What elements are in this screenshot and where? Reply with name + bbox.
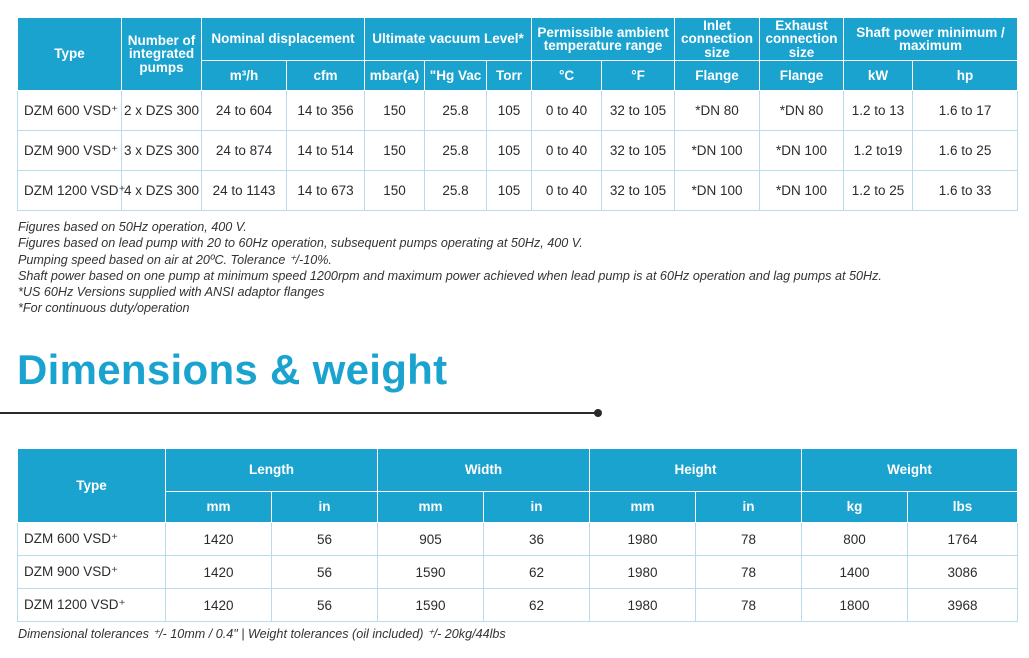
table-row — [18, 91, 1018, 131]
header-temperature-range: Permissible ambient temperature range — [532, 18, 675, 61]
cell-weight-kg: 1800 — [802, 589, 908, 622]
cell-mbar: 150 — [365, 131, 425, 171]
tolerances-note: Dimensional tolerances ⁺/- 10mm / 0.4" | Weight tolerances (oil included) ⁺/- 20kg/44lbs — [18, 627, 506, 641]
table-row — [18, 131, 1018, 171]
cell-pumps: 4 x DZS 300 — [122, 171, 202, 211]
section-title: Dimensions & weight — [17, 346, 448, 393]
unit-header: lbs — [908, 492, 1018, 523]
unit-header: mm — [590, 492, 696, 523]
unit-header: kW — [844, 61, 913, 91]
cell-hg-vac: 25.8 — [425, 171, 487, 211]
cell-celsius: 0 to 40 — [532, 91, 602, 131]
footnotes — [18, 219, 882, 317]
cell-hp: 1.6 to 33 — [913, 171, 1018, 211]
cell-type: DZM 600 VSD⁺ — [18, 91, 122, 131]
cell-m3h: 24 to 1143 — [202, 171, 287, 211]
cell-pumps: 2 x DZS 300 — [122, 91, 202, 131]
cell-type: DZM 1200 VSD⁺ — [18, 589, 166, 622]
unit-header: m³/h — [202, 61, 287, 91]
header-number-of-pumps: Number of integrated pumps — [122, 18, 202, 91]
footnote: Figures based on lead pump with 20 to 60Hz operation, subsequent pumps operating at 50Hz, 400 V. — [18, 236, 583, 251]
header-ultimate-vacuum: Ultimate vacuum Level* — [365, 18, 532, 61]
cell-celsius: 0 to 40 — [532, 131, 602, 171]
cell-hg-vac: 25.8 — [425, 91, 487, 131]
unit-header: "Hg Vac — [425, 61, 487, 91]
cell-mbar: 150 — [365, 171, 425, 211]
cell-weight-kg: 1400 — [802, 556, 908, 589]
cell-inlet: *DN 100 — [675, 171, 760, 211]
header-type: Type — [18, 18, 122, 91]
unit-header: Flange — [760, 61, 844, 91]
cell-exhaust: *DN 100 — [760, 131, 844, 171]
unit-header: mm — [378, 492, 484, 523]
cell-fahrenheit: 32 to 105 — [602, 131, 675, 171]
cell-weight-lbs: 1764 — [908, 523, 1018, 556]
unit-header: mm — [166, 492, 272, 523]
cell-hp: 1.6 to 25 — [913, 131, 1018, 171]
cell-cfm: 14 to 514 — [287, 131, 365, 171]
cell-mbar: 150 — [365, 91, 425, 131]
divider-dot — [594, 409, 602, 417]
header-exhaust-size: Exhaust connection size — [760, 18, 844, 61]
cell-height-in: 78 — [696, 523, 802, 556]
cell-torr: 105 — [487, 131, 532, 171]
cell-height-in: 78 — [696, 589, 802, 622]
cell-width-mm: 905 — [378, 523, 484, 556]
cell-celsius: 0 to 40 — [532, 171, 602, 211]
cell-cfm: 14 to 673 — [287, 171, 365, 211]
cell-type: DZM 900 VSD⁺ — [18, 131, 122, 171]
cell-length-in: 56 — [272, 523, 378, 556]
cell-inlet: *DN 80 — [675, 91, 760, 131]
unit-header: in — [272, 492, 378, 523]
unit-header: in — [696, 492, 802, 523]
cell-weight-lbs: 3968 — [908, 589, 1018, 622]
unit-header: kg — [802, 492, 908, 523]
cell-m3h: 24 to 874 — [202, 131, 287, 171]
cell-exhaust: *DN 80 — [760, 91, 844, 131]
cell-pumps: 3 x DZS 300 — [122, 131, 202, 171]
table-row — [18, 589, 1018, 622]
cell-fahrenheit: 32 to 105 — [602, 91, 675, 131]
cell-height-mm: 1980 — [590, 589, 696, 622]
unit-header: in — [484, 492, 590, 523]
header-shaft-power: Shaft power minimum / maximum — [844, 18, 1018, 61]
table-row — [18, 171, 1018, 211]
header-width: Width — [378, 449, 590, 492]
header-length: Length — [166, 449, 378, 492]
footnote: *US 60Hz Versions supplied with ANSI adaptor flanges — [18, 285, 325, 300]
cell-torr: 105 — [487, 171, 532, 211]
cell-length-in: 56 — [272, 556, 378, 589]
cell-length-mm: 1420 — [166, 556, 272, 589]
header-type: Type — [18, 449, 166, 523]
table-row — [18, 556, 1018, 589]
cell-height-in: 78 — [696, 556, 802, 589]
header-height: Height — [590, 449, 802, 492]
header-inlet-size: Inlet connection size — [675, 18, 760, 61]
unit-header: °C — [532, 61, 602, 91]
cell-hg-vac: 25.8 — [425, 131, 487, 171]
header-nominal-displacement: Nominal displacement — [202, 18, 365, 61]
table-row — [18, 523, 1018, 556]
cell-width-mm: 1590 — [378, 589, 484, 622]
cell-inlet: *DN 100 — [675, 131, 760, 171]
footnote: Figures based on 50Hz operation, 400 V. — [18, 220, 247, 234]
unit-header: Torr — [487, 61, 532, 91]
cell-width-in: 62 — [484, 556, 590, 589]
cell-kw: 1.2 to19 — [844, 131, 913, 171]
footnote: Shaft power based on one pump at minimum speed 1200rpm and maximum power achieved when lead pump is at 60Hz operation and lag pumps at 50Hz. — [18, 268, 882, 283]
unit-header: Flange — [675, 61, 760, 91]
performance-table — [17, 17, 1018, 211]
unit-header: cfm — [287, 61, 365, 91]
cell-length-in: 56 — [272, 589, 378, 622]
cell-fahrenheit: 32 to 105 — [602, 171, 675, 211]
cell-width-in: 36 — [484, 523, 590, 556]
dimensions-table — [17, 448, 1018, 622]
divider-line — [0, 412, 598, 414]
footnote: *For continuous duty/operation — [18, 301, 190, 316]
cell-type: DZM 1200 VSD⁺ — [18, 171, 122, 211]
cell-kw: 1.2 to 13 — [844, 91, 913, 131]
cell-hp: 1.6 to 17 — [913, 91, 1018, 131]
unit-header: hp — [913, 61, 1018, 91]
cell-height-mm: 1980 — [590, 556, 696, 589]
cell-length-mm: 1420 — [166, 523, 272, 556]
cell-kw: 1.2 to 25 — [844, 171, 913, 211]
cell-weight-lbs: 3086 — [908, 556, 1018, 589]
cell-width-in: 62 — [484, 589, 590, 622]
unit-header: mbar(a) — [365, 61, 425, 91]
cell-type: DZM 600 VSD⁺ — [18, 523, 166, 556]
cell-exhaust: *DN 100 — [760, 171, 844, 211]
cell-width-mm: 1590 — [378, 556, 484, 589]
cell-weight-kg: 800 — [802, 523, 908, 556]
cell-height-mm: 1980 — [590, 523, 696, 556]
cell-m3h: 24 to 604 — [202, 91, 287, 131]
footnote: Pumping speed based on air at 20ºC. Tolerance ⁺/-10%. — [18, 252, 332, 267]
cell-torr: 105 — [487, 91, 532, 131]
unit-header: °F — [602, 61, 675, 91]
cell-type: DZM 900 VSD⁺ — [18, 556, 166, 589]
header-weight: Weight — [802, 449, 1018, 492]
cell-length-mm: 1420 — [166, 589, 272, 622]
cell-cfm: 14 to 356 — [287, 91, 365, 131]
